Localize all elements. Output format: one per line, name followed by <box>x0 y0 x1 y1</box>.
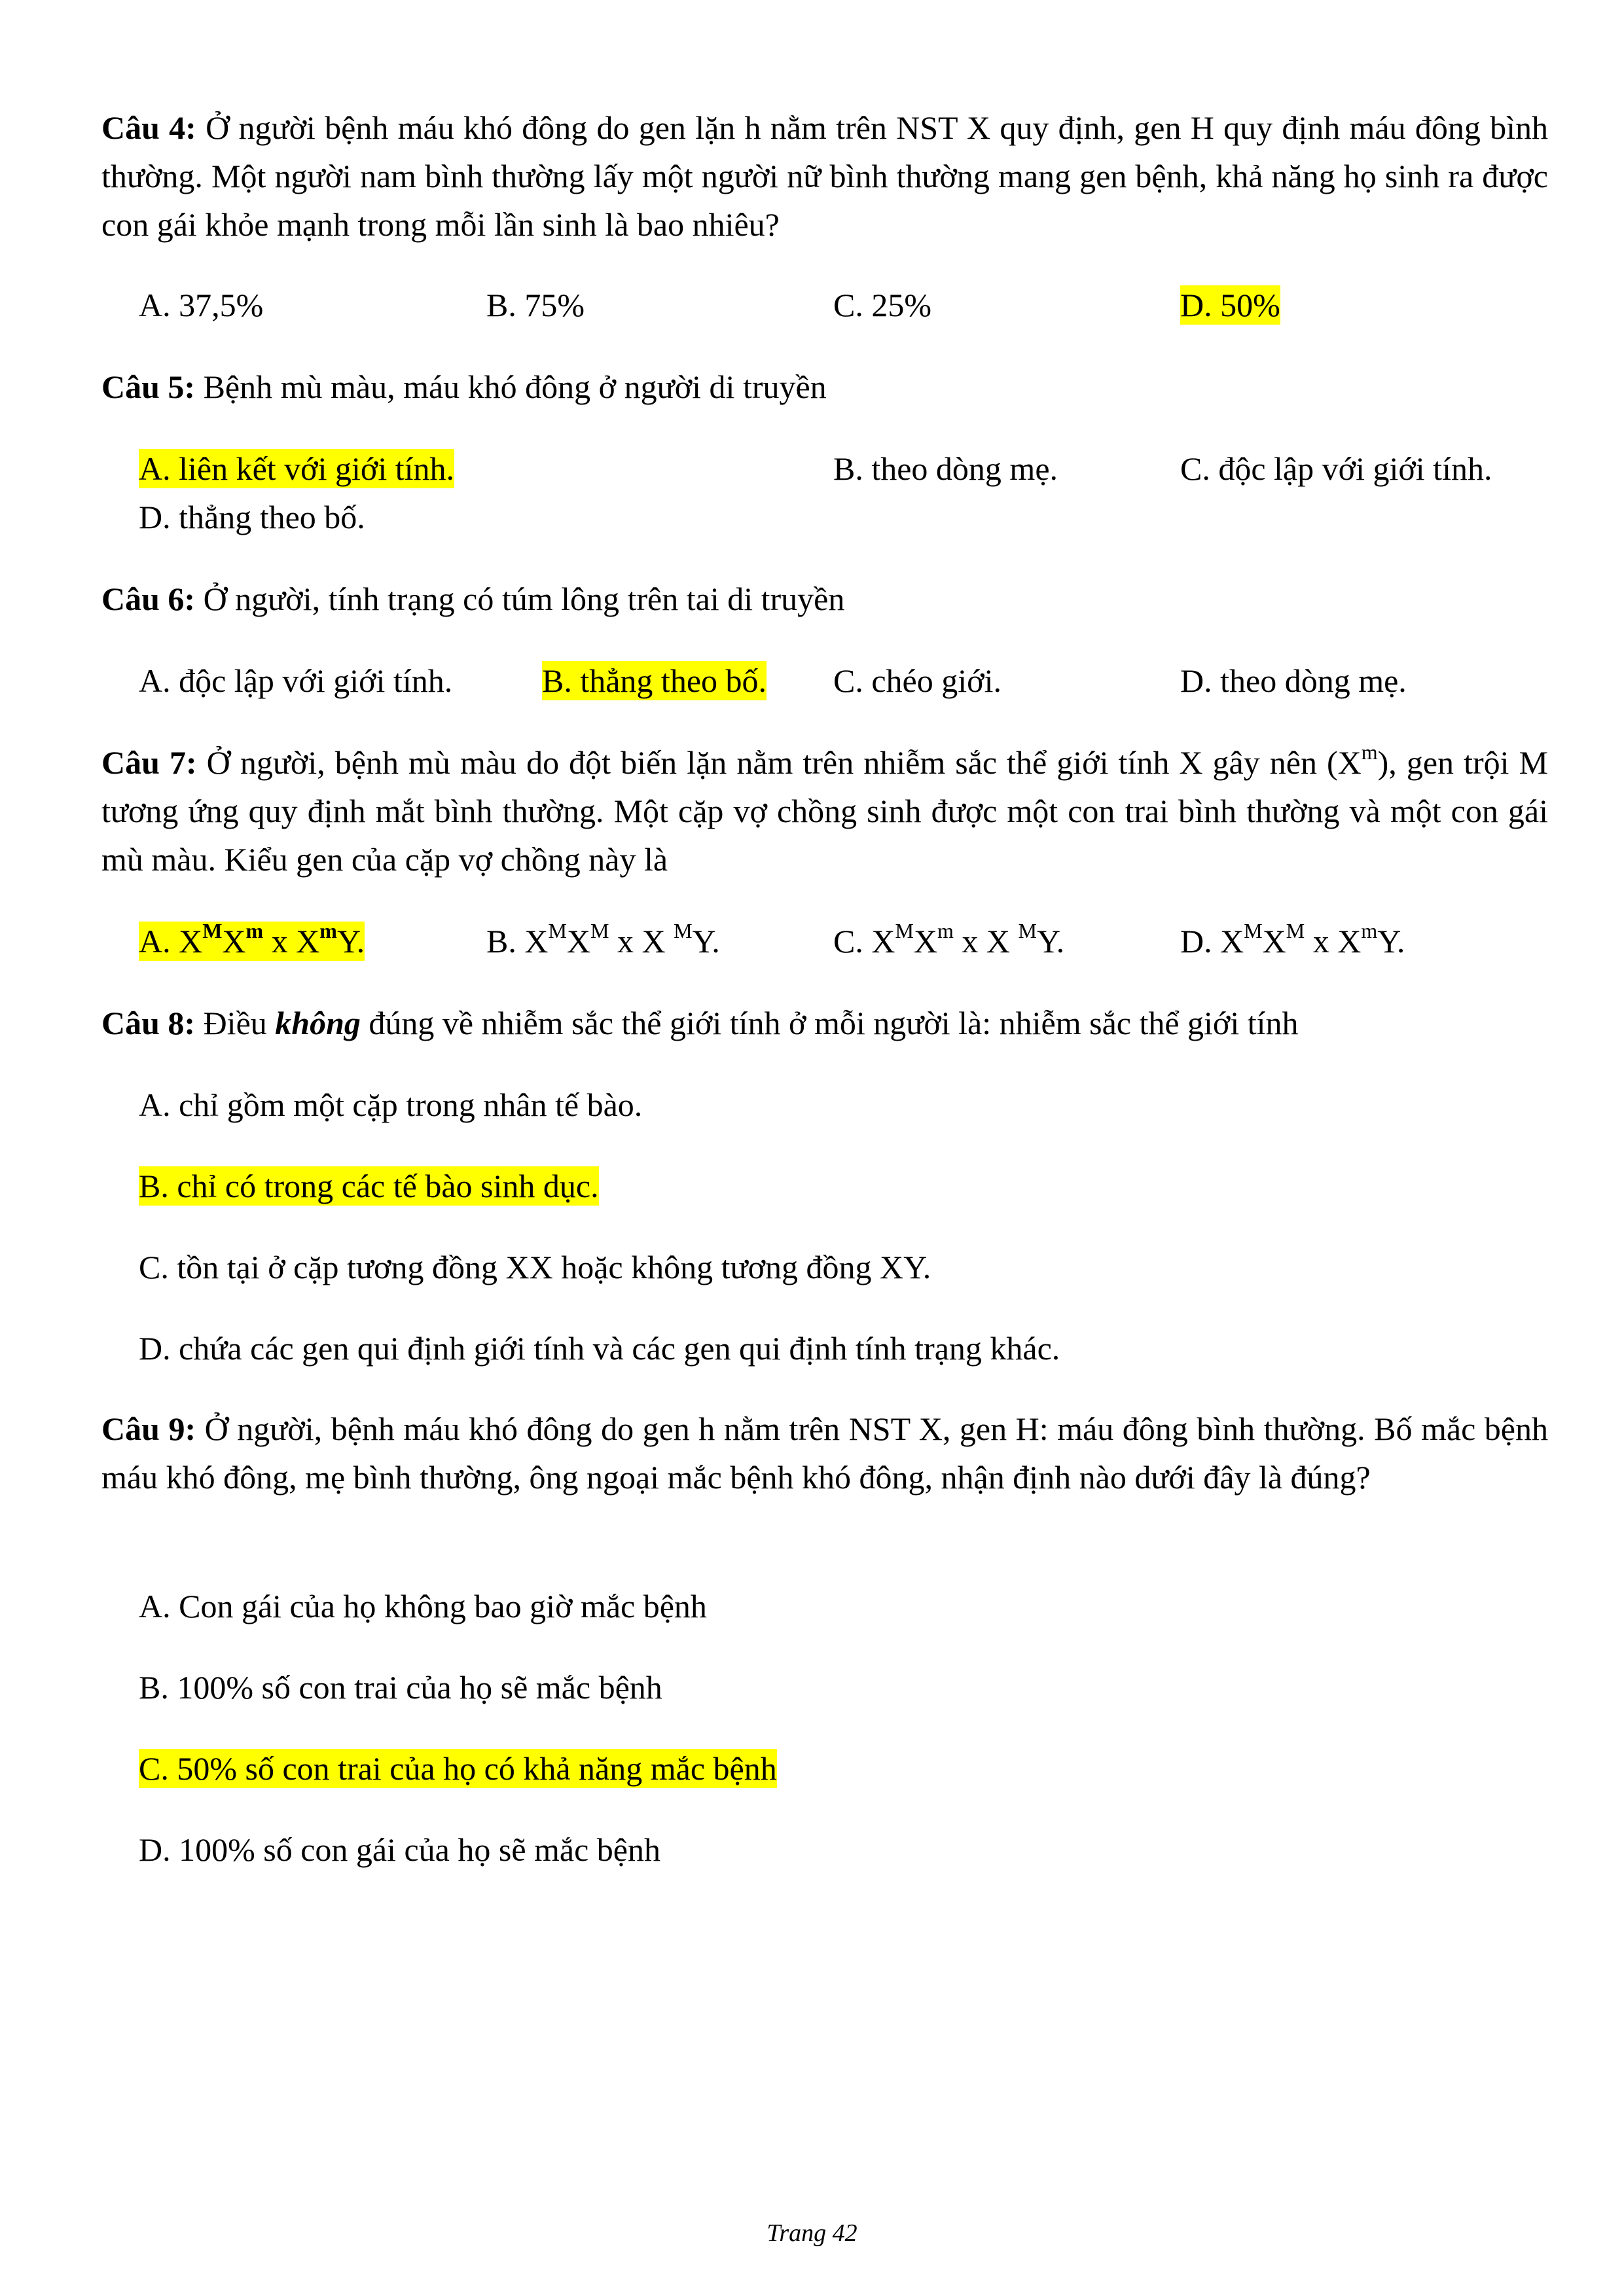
question-6-option-b: B. thẳng theo bố. <box>542 662 767 699</box>
option-a-part: Y. <box>336 923 365 960</box>
question-5-text: Bệnh mù màu, máu khó đông ở người di truyền <box>203 368 827 405</box>
option-c-part: X <box>913 923 938 960</box>
option-a-sup: m <box>319 919 337 943</box>
question-7-text-sup: m <box>1361 740 1378 764</box>
option-d-sup: m <box>1361 919 1378 943</box>
option-a-part: A. X <box>139 923 203 960</box>
question-8-option-a: A. chỉ gồm một cặp trong nhân tế bào. <box>139 1086 643 1123</box>
question-8-option-b: B. chỉ có trong các tế bào sinh dục. <box>139 1168 599 1204</box>
question-4-option-d: D. 50% <box>1180 287 1280 323</box>
option-c-sup: M <box>1018 919 1037 943</box>
question-5-stem <box>101 363 1548 411</box>
option-b-sup: M <box>548 919 567 943</box>
question-7-option-b <box>486 919 720 961</box>
option-b-part: X <box>566 923 591 960</box>
question-5-option-c: C. độc lập với giới tính. <box>1180 450 1492 487</box>
question-4-option-a: A. 37,5% <box>139 287 264 323</box>
option-a-sup: m <box>245 919 264 943</box>
question-7-option-a <box>139 919 365 961</box>
option-c-sup: M <box>895 919 914 943</box>
question-8-stem <box>101 999 1548 1047</box>
question-7-stem <box>101 738 1548 884</box>
option-b-part: x X <box>609 923 674 960</box>
option-b-part: B. X <box>486 923 549 960</box>
question-9-option-d: D. 100% số con gái của họ sẽ mắc bệnh <box>139 1831 660 1868</box>
question-5-label: Câu 5: <box>101 368 196 405</box>
option-d-part: x X <box>1305 923 1362 960</box>
question-9-option-c: C. 50% số con trai của họ có khả năng mắc bệnh <box>139 1750 777 1787</box>
option-a-part: x X <box>263 923 320 960</box>
question-6-label: Câu 6: <box>101 581 196 617</box>
option-b-sup: M <box>590 919 609 943</box>
option-d-sup: M <box>1286 919 1305 943</box>
question-4-option-c: C. 25% <box>833 287 931 323</box>
question-6-option-a: A. độc lập với giới tính. <box>139 662 453 699</box>
question-7-option-d <box>1180 919 1405 961</box>
option-d-sup: M <box>1244 919 1263 943</box>
option-c-part: x X <box>953 923 1019 960</box>
question-7-label: Câu 7: <box>101 744 197 781</box>
question-8-text-before: Điều <box>203 1005 276 1041</box>
question-8-text-emphasis: không <box>275 1005 361 1041</box>
option-c-part: C. X <box>833 923 895 960</box>
question-9-option-b: B. 100% số con trai của họ sẽ mắc bệnh <box>139 1669 662 1706</box>
question-8-option-c: C. tồn tại ở cặp tương đồng XX hoặc không tương đồng XY. <box>139 1249 931 1285</box>
question-5-option-a: A. liên kết với giới tính. <box>139 450 455 487</box>
question-6-option-d: D. theo dòng mẹ. <box>1180 662 1407 699</box>
option-d-part: Y. <box>1377 923 1405 960</box>
question-6-option-c: C. chéo giới. <box>833 662 1001 699</box>
question-9-stem <box>101 1405 1548 1501</box>
page-number: Trang 42 <box>767 2219 857 2247</box>
question-7-text-part2: ), gen trội M tương ứng quy định mắt bình thường. Một cặp vợ chồng sinh được một con trai bình thường và một con gái mù màu. Kiểu gen của cặp vợ chồng này là <box>101 744 1549 878</box>
question-8-option-d: D. chứa các gen qui định giới tính và các gen qui định tính trạng khác. <box>139 1330 1060 1367</box>
question-9-option-a: A. Con gái của họ không bao giờ mắc bệnh <box>139 1588 707 1624</box>
question-4-label: Câu 4: <box>101 109 196 146</box>
question-7-option-c <box>833 919 1065 961</box>
option-c-part: Y. <box>1036 923 1065 960</box>
option-d-part: D. X <box>1180 923 1244 960</box>
question-9-text: Ở người, bệnh máu khó đông do gen h nằm trên NST X, gen H: máu đông bình thường. Bố mắc bệnh máu khó đông, mẹ bình thường, ông ngoại mắc bệnh khó đông, nhận định nào dưới đây là đúng? <box>101 1410 1548 1496</box>
option-a-sup: M <box>202 919 223 943</box>
question-4-stem <box>101 103 1548 249</box>
question-5-option-b: B. theo dòng mẹ. <box>833 450 1058 487</box>
question-8-label: Câu 8: <box>101 1005 196 1041</box>
option-b-part: Y. <box>692 923 720 960</box>
question-4-text: Ở người bệnh máu khó đông do gen lặn h nằm trên NST X quy định, gen H quy định máu đông bình thường. Một người nam bình thường lấy một người nữ bình thường mang gen bệnh, khả năng họ sinh ra được con gái khỏe mạnh trong mỗi lần sinh là bao nhiêu? <box>101 109 1548 243</box>
option-d-part: X <box>1262 923 1286 960</box>
option-c-sup: m <box>937 919 954 943</box>
question-6-text: Ở người, tính trạng có túm lông trên tai di truyền <box>203 581 845 617</box>
question-5-option-d: D. thẳng theo bố. <box>139 499 365 535</box>
question-9-label: Câu 9: <box>101 1410 196 1447</box>
option-b-sup: M <box>674 919 693 943</box>
question-4-option-b: B. 75% <box>486 287 585 323</box>
question-7-text-part1: Ở người, bệnh mù màu do đột biến lặn nằm trên nhiễm sắc thể giới tính X gây nên (X <box>206 744 1362 781</box>
question-6-stem <box>101 575 1548 623</box>
question-8-text-after: đúng về nhiễm sắc thể giới tính ở mỗi người là: nhiễm sắc thể giới tính <box>360 1005 1299 1041</box>
option-a-part: X <box>222 923 246 960</box>
